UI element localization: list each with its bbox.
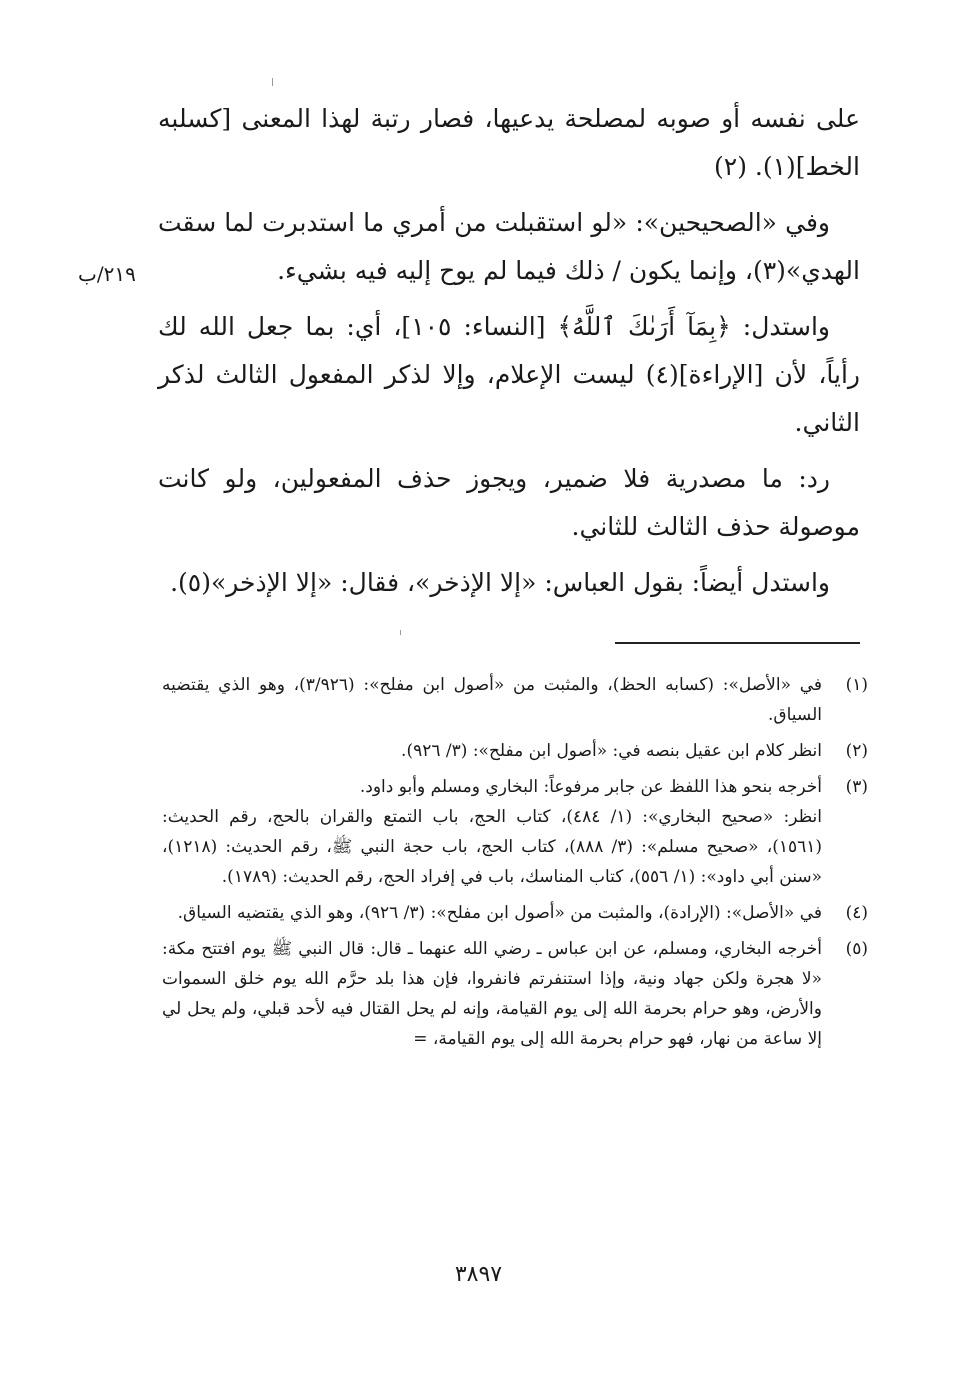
- footnote: [162, 772, 868, 892]
- footnote-number: (٥): [845, 939, 868, 959]
- page-number: ٣٨٩٧: [454, 1262, 503, 1287]
- footnote-number: (٤): [845, 903, 868, 923]
- main-text-block: [158, 95, 860, 615]
- footnote-number: (١): [845, 675, 868, 695]
- footnote: [162, 898, 868, 928]
- scan-mark: [272, 78, 273, 86]
- footnote: [162, 934, 868, 1054]
- main-paragraph: واستدل: ﴿بِمَآ أَرَىٰكَ ٱللَّهُ﴾ [النساء: ١٠٥]، أي: بما جعل الله لك رأياً، لأن [الإراءة](٤) ليست الإعلام، وإلا لذكر المفعول الثالث لذكر الثاني.: [158, 312, 860, 437]
- footnote-body: [162, 736, 822, 766]
- footnote-number: (٣): [845, 777, 868, 797]
- main-paragraph: على نفسه أو صوبه لمصلحة يدعيها، فصار رتبة لهذا المعنى [كسلبه الخط](١). (٢): [158, 104, 860, 181]
- footnote-text: في «الأصل»: (الإرادة)، والمثبت من «أصول ابن مفلح»: (٣/ ٩٢٦)، وهو الذي يقتضيه السياق.: [177, 903, 822, 923]
- footnote-text: أخرجه البخاري، ومسلم، عن ابن عباس ـ رضي الله عنهما ـ قال: قال النبي ﷺ يوم افتتح مكة: «لا هجرة ولكن جهاد ونية، وإذا استنفرتم فانفروا، فإن هذا بلد حرَّم الله يوم خلق السموات والأرض، وهو حرام بحرمة الله إلى يوم القيامة، وإنه لم يحل القتال فيه لأحد قبلي، ولم يحل لي إلا ساعة من نهار، فهو حرام بحرمة الله إلى يوم القيامة، =: [162, 939, 822, 1049]
- footnote-number: (٢): [845, 741, 868, 761]
- footnote-body: [162, 898, 822, 928]
- footnotes-section: [162, 670, 868, 1060]
- scan-mark: [400, 630, 401, 635]
- footnote-text: في «الأصل»: (كسابه الحظ)، والمثبت من «أصول ابن مفلح»: (٣/٩٢٦)، وهو الذي يقتضيه السياق.: [162, 675, 822, 725]
- footnote-text: انظر: «صحيح البخاري»: (١/ ٤٨٤)، كتاب الحج، باب التمتع والقران بالحج، رقم الحديث: (١٥٦١)، «صحيح مسلم»: (٣/ ٨٨٨)، كتاب الحج، باب حجة النبي ﷺ، رقم الحديث: (١٢١٨)، «سنن أبي داود»: (١/ ٥٥٦)، كتاب المناسك، باب في إفراد الحج، رقم الحديث: (١٧٨٩).: [162, 807, 822, 887]
- footnote: [162, 736, 868, 766]
- main-paragraph: رد: ما مصدرية فلا ضمير، ويجوز حذف المفعولين، ولو كانت موصولة حذف الثالث للثاني.: [158, 464, 860, 541]
- footnote-body: [162, 772, 822, 892]
- footnote-text: انظر كلام ابن عقيل بنصه في: «أصول ابن مفلح»: (٣/ ٩٢٦).: [401, 741, 822, 761]
- main-paragraph: وفي «الصحيحين»: «لو استقبلت من أمري ما استدبرت لما سقت الهدي»(٣)، وإنما يكون / ذلك فيما لم يوح إليه فيه بشيء.: [158, 208, 860, 285]
- footnote-body: [162, 670, 822, 730]
- footnote-body: [162, 934, 822, 1054]
- footnote: [162, 670, 868, 730]
- main-paragraph: واستدل أيضاً: بقول العباس: «إلا الإذخر»، فقال: «إلا الإذخر»(٥).: [170, 568, 830, 597]
- footnote-text: أخرجه بنحو هذا اللفظ عن جابر مرفوعاً: البخاري ومسلم وأبو داود.: [359, 777, 822, 797]
- footnote-separator: [615, 642, 860, 644]
- margin-folio-note: ٢١٩/ب: [78, 262, 136, 286]
